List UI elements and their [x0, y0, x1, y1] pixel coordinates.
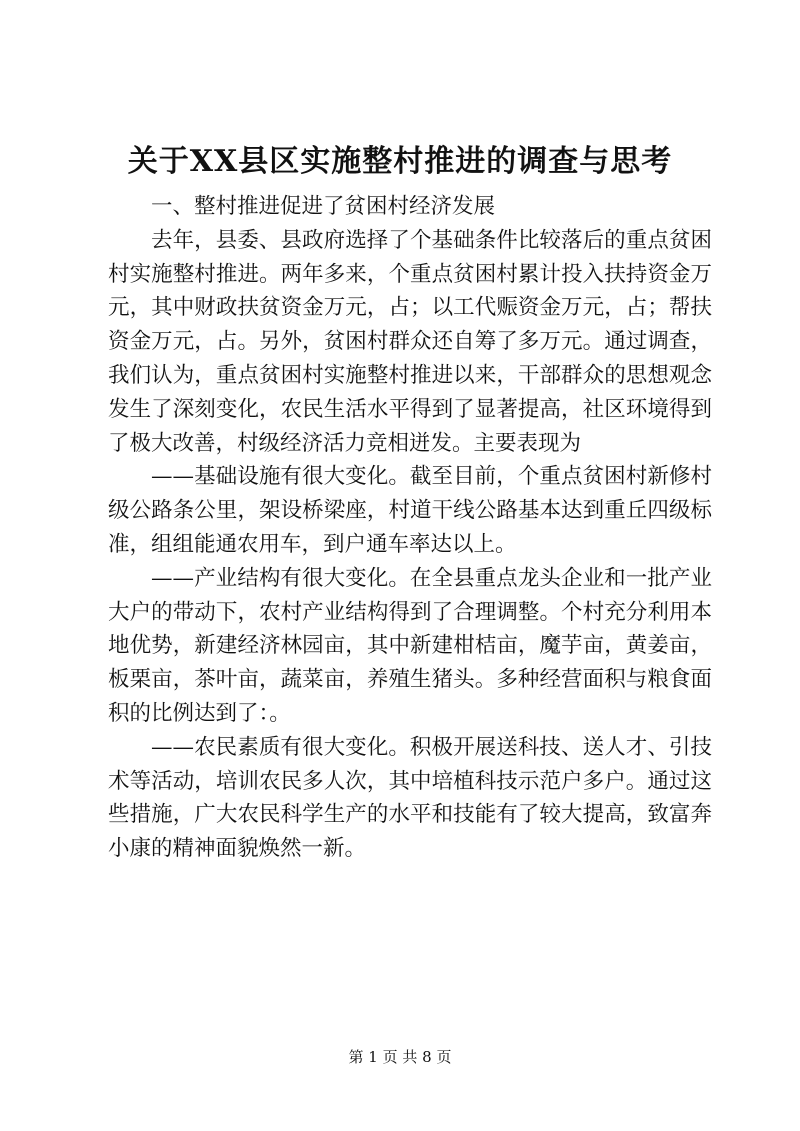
paragraph-infrastructure: ——基础设施有很大变化。截至目前，个重点贫困村新修村级公路条公里，架设桥梁座，村道干线公路基本达到重丘四级标准，组组能通农用车，到户通车率达以上。	[108, 464, 712, 557]
section-heading: 一、整村推进促进了贫困村经济发展	[151, 194, 496, 219]
paragraph-farmer-quality: ——农民素质有很大变化。积极开展送科技、送人才、引技术等活动，培训农民多人次，其中培植科技示范户多户。通过这些措施，广大农民科学生产的水平和技能有了较大提高，致富奔小康的精神面貌焕然一新。	[108, 734, 712, 862]
paragraph-intro: 去年，县委、县政府选择了个基础条件比较落后的重点贫困村实施整村推进。两年多来，个重点贫困村累计投入扶持资金万元，其中财政扶贫资金万元，占；以工代赈资金万元，占；帮扶资金万元，占。另外，贫困村群众还自筹了多万元。通过调查，我们认为，重点贫困村实施整村推进以来，干部群众的思想观念发生了深刻变化，农民生活水平得到了显著提高，社区环境得到了极大改善，村级经济活力竞相迸发。主要表现为	[108, 227, 712, 456]
document-body	[108, 190, 712, 866]
page-number-footer: 第 1 页 共 8 页	[348, 1048, 452, 1066]
paragraph-industry: ——产业结构有很大变化。在全县重点龙头企业和一批产业大户的带动下，农村产业结构得到了合理调整。个村充分利用本地优势，新建经济林园亩，其中新建柑桔亩，魔芋亩，黄姜亩，板栗亩，茶叶亩，蔬菜亩，养殖生猪头。多种经营面积与粮食面积的比例达到了：。	[108, 565, 712, 726]
document-title: 关于XX县区实施整村推进的调查与思考	[127, 144, 673, 179]
